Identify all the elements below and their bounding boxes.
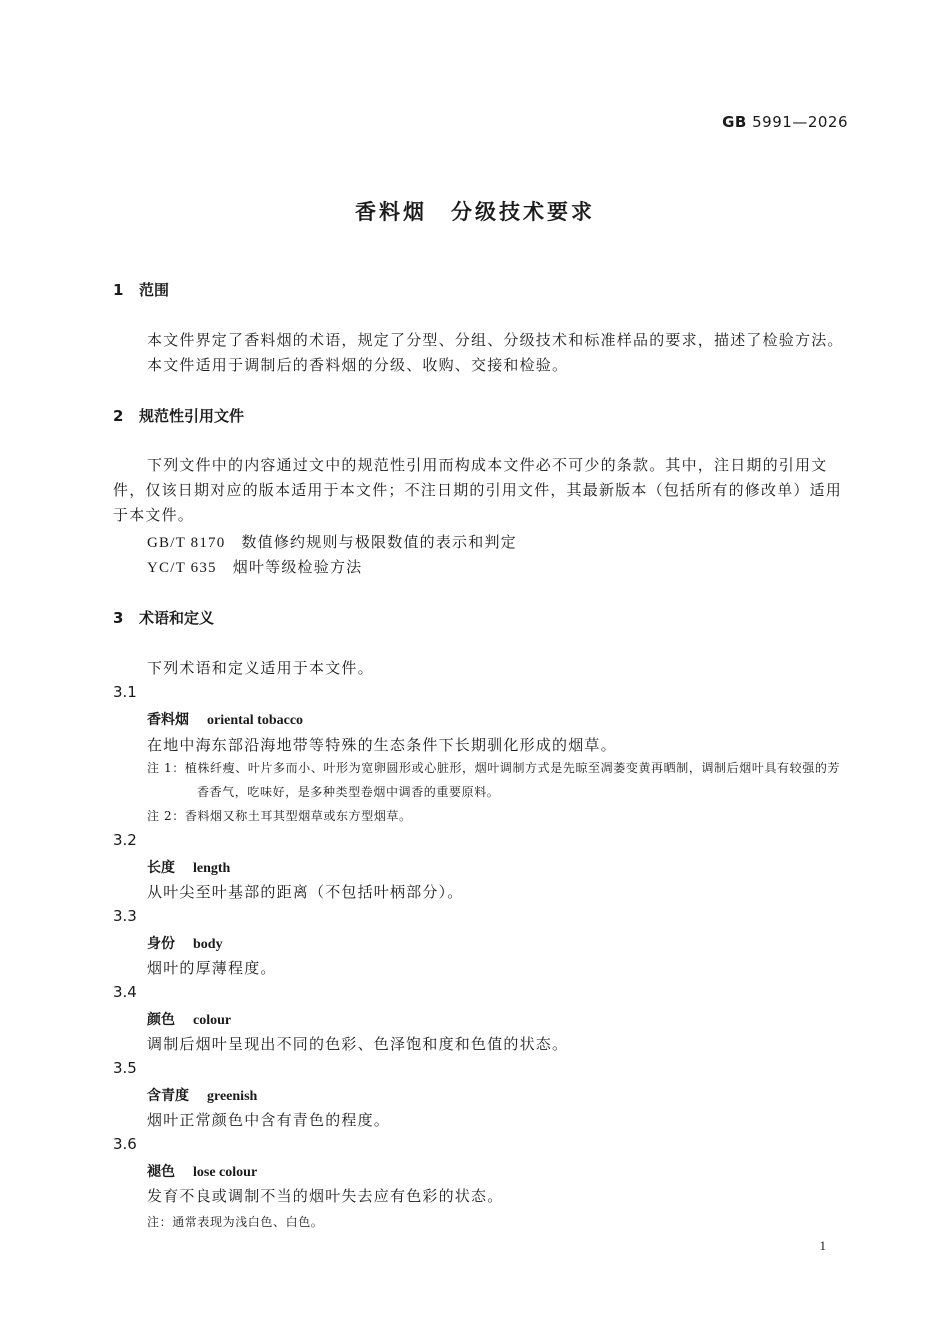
section-1-heading xyxy=(113,279,169,300)
term-note: 注：通常表现为浅白色、白色。 xyxy=(147,1215,324,1229)
term-chinese: 身份 xyxy=(147,936,175,952)
reference-item xyxy=(147,531,517,552)
section-2-heading xyxy=(113,405,244,426)
term-english: body xyxy=(193,937,223,952)
section-title: 规范性引用文件 xyxy=(139,407,245,425)
term-entry xyxy=(147,709,303,729)
section-number: 2 xyxy=(113,407,124,425)
term-note: 注 1：植株纤瘦、叶片多而小、叶形为宽卵圆形或心脏形，烟叶调制方式是先晾至凋萎变黄再晒制，调制后烟叶具有较强的芳香香气，吃味好，是多种类型卷烟中调香的重要原料。 xyxy=(147,761,841,799)
term-definition: 从叶尖至叶基部的距离（不包括叶柄部分）。 xyxy=(147,883,464,901)
term-number: 3.5 xyxy=(113,1059,137,1077)
term-entry xyxy=(147,1161,257,1181)
scope-paragraph-2: 本文件适用于调制后的香料烟的分级、收购、交接和检验。 xyxy=(147,356,569,374)
term-number: 3.6 xyxy=(113,1135,137,1153)
term-chinese: 颜色 xyxy=(147,1012,175,1028)
term-chinese: 褪色 xyxy=(147,1164,175,1180)
term-note: 注 2：香料烟又称土耳其型烟草或东方型烟草。 xyxy=(147,809,412,823)
term-english: greenish xyxy=(207,1089,258,1104)
section-title: 范围 xyxy=(139,281,170,299)
term-number: 3.2 xyxy=(113,831,137,849)
normative-references-paragraph: 下列文件中的内容通过文中的规范性引用而构成本文件必不可少的条款。其中，注日期的引用文件，仅该日期对应的版本适用于本文件；不注日期的引用文件，其最新版本（包括所有的修改单）适用于本文件。 xyxy=(113,456,843,524)
term-definition: 在地中海东部沿海地带等特殊的生态条件下长期驯化形成的烟草。 xyxy=(147,736,617,754)
term-number: 3.1 xyxy=(113,683,137,701)
term-english: oriental tobacco xyxy=(207,713,304,728)
scope-paragraph-1: 本文件界定了香料烟的术语，规定了分型、分组、分级技术和标准样品的要求，描述了检验方法。 xyxy=(147,331,844,349)
reference-code: YC/T 635 xyxy=(147,560,217,576)
term-entry xyxy=(147,1009,231,1029)
term-chinese: 长度 xyxy=(147,860,175,876)
section-number: 1 xyxy=(113,281,124,299)
term-english: colour xyxy=(193,1013,232,1028)
standard-code-prefix: GB xyxy=(722,113,747,131)
term-entry xyxy=(147,1085,257,1105)
standard-code-number: 5991—2026 xyxy=(752,113,848,131)
term-definition: 发育不良或调制不当的烟叶失去应有色彩的状态。 xyxy=(147,1187,504,1205)
section-3-heading xyxy=(113,607,214,628)
reference-title: 烟叶等级检验方法 xyxy=(232,558,363,576)
term-definition: 调制后烟叶呈现出不同的色彩、色泽饱和度和色值的状态。 xyxy=(147,1035,569,1053)
section-title: 术语和定义 xyxy=(139,609,215,627)
page-number: 1 xyxy=(819,1238,826,1253)
term-number: 3.4 xyxy=(113,983,137,1001)
term-chinese: 香料烟 xyxy=(147,712,189,728)
reference-code: GB/T 8170 xyxy=(147,535,226,551)
term-definition: 烟叶正常颜色中含有青色的程度。 xyxy=(147,1111,391,1129)
terms-intro: 下列术语和定义适用于本文件。 xyxy=(147,659,374,677)
term-entry xyxy=(147,933,223,953)
reference-title: 数值修约规则与极限数值的表示和判定 xyxy=(241,533,517,551)
term-english: length xyxy=(193,861,231,876)
term-english: lose colour xyxy=(193,1165,258,1180)
term-number: 3.3 xyxy=(113,907,137,925)
term-definition: 烟叶的厚薄程度。 xyxy=(147,959,277,977)
document-title: 香料烟 分级技术要求 xyxy=(355,200,595,224)
standard-code xyxy=(722,113,848,131)
reference-item xyxy=(147,556,362,577)
section-number: 3 xyxy=(113,609,124,627)
term-chinese: 含青度 xyxy=(147,1088,189,1104)
term-entry xyxy=(147,857,230,877)
